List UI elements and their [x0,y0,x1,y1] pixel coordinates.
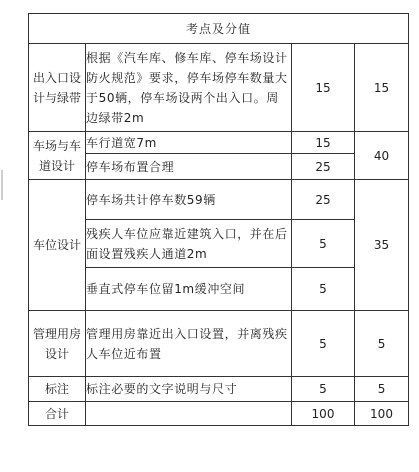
total-blank-cell [86,402,292,426]
category-cell: 车位设计 [29,180,86,311]
criterion-cell: 残疾人车位应靠近建筑入口，并在后面设置残疾人通道2m [86,220,292,268]
table-row [29,377,409,402]
scan-edge-mark [1,170,9,200]
category-cell: 管理用房设计 [29,311,86,377]
criterion-cell: 车行道宽7m [86,132,292,154]
score-cell: 25 [292,154,355,180]
score-cell: 15 [292,44,355,132]
score-cell: 15 [292,132,355,154]
score-cell: 5 [292,268,355,311]
criterion-cell: 停车场共计停车数59辆 [86,180,292,220]
criterion-cell: 垂直式停车位留1m缓冲空间 [86,268,292,311]
table-row [29,154,409,180]
total-row [29,402,409,426]
table-row [29,220,409,268]
table-row [29,180,409,220]
total-score-cell: 100 [292,402,355,426]
total-subtotal-cell: 100 [355,402,409,426]
table-row [29,268,409,311]
subtotal-cell: 40 [355,132,409,180]
subtotal-cell: 5 [355,311,409,377]
category-cell: 车场与车道设计 [29,132,86,180]
scoring-table [28,13,409,426]
score-cell: 25 [292,180,355,220]
table-row [29,44,409,132]
total-label: 合计 [29,402,86,426]
category-cell: 出入口设计与绿带 [29,44,86,132]
table-header: 考点及分值 [29,14,409,44]
table-header-row [29,14,409,44]
table-row [29,311,409,377]
score-cell: 5 [292,377,355,402]
table-row [29,132,409,154]
criterion-cell: 标注必要的文字说明与尺寸 [86,377,292,402]
criterion-cell: 管理用房靠近出入口设置，并离残疾人车位近布置 [86,311,292,377]
criterion-cell: 根据《汽车库、修车库、停车场设计防火规范》要求，停车场停车数量大于50辆，停车场设两个出入口。周边绿带2m [86,44,292,132]
subtotal-cell: 5 [355,377,409,402]
score-cell: 5 [292,311,355,377]
score-cell: 5 [292,220,355,268]
criterion-cell: 停车场布置合理 [86,154,292,180]
category-cell: 标注 [29,377,86,402]
subtotal-cell: 35 [355,180,409,311]
subtotal-cell: 15 [355,44,409,132]
